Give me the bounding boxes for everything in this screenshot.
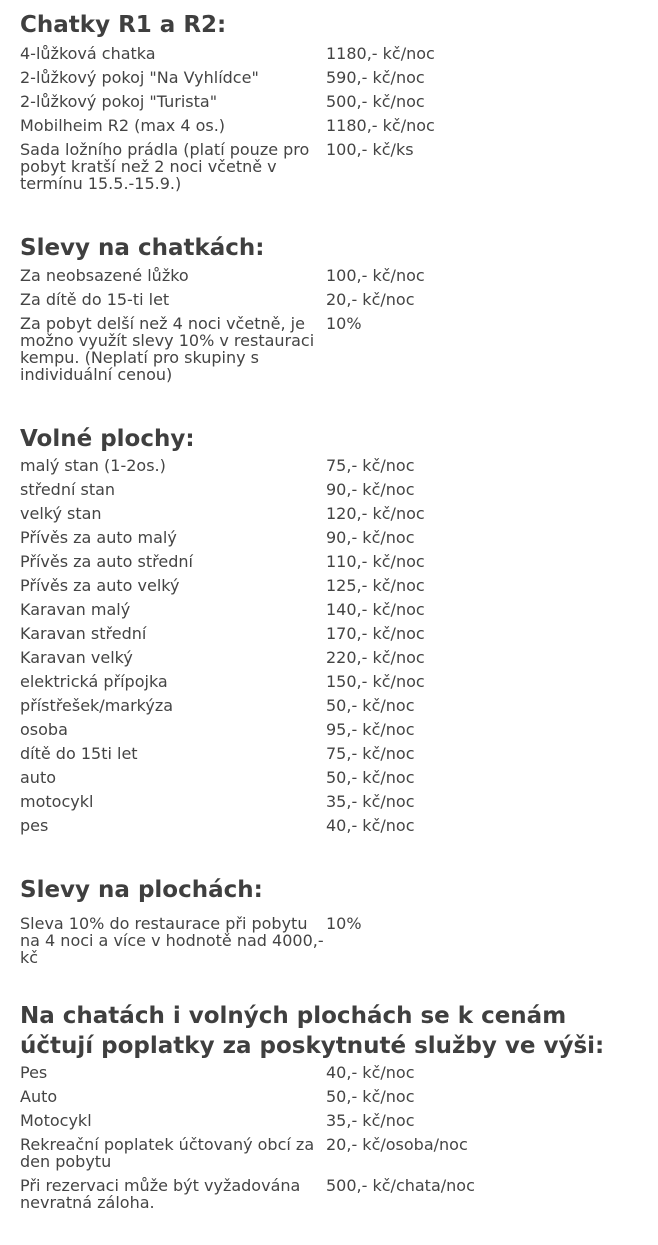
item-label: přístřešek/markýza	[20, 696, 174, 715]
price-table	[20, 264, 626, 387]
item-price: 150,- kč/noc	[326, 672, 425, 691]
item-price: 100,- kč/noc	[326, 266, 425, 285]
section-title: Slevy na chatkách:	[20, 235, 265, 261]
item-price: 50,- kč/noc	[326, 768, 415, 787]
item-label: Přívěs za auto střední	[20, 552, 193, 571]
section-cottages	[20, 10, 638, 196]
item-price: 50,- kč/noc	[326, 696, 415, 715]
table-row	[20, 288, 626, 312]
item-label: Při rezervaci může být vyžadována nevratná záloha.	[20, 1176, 301, 1212]
item-label: 2-lůžkový pokoj "Turista"	[20, 92, 218, 111]
item-price: 90,- kč/noc	[326, 528, 415, 547]
section-title: Volné plochy:	[20, 426, 195, 452]
price-table	[20, 912, 626, 970]
item-price: 95,- kč/noc	[326, 720, 415, 739]
table-row	[20, 1109, 626, 1133]
item-label: Karavan střední	[20, 624, 147, 643]
item-price: 120,- kč/noc	[326, 504, 425, 523]
item-label: Za dítě do 15-ti let	[20, 290, 170, 309]
item-label: auto	[20, 768, 57, 787]
price-table	[20, 42, 626, 196]
table-row	[20, 694, 626, 718]
item-price: 35,- kč/noc	[326, 792, 415, 811]
table-row	[20, 42, 626, 66]
item-price: 50,- kč/noc	[326, 1087, 415, 1106]
section-cottage-discounts	[20, 233, 638, 387]
table-row	[20, 454, 626, 478]
item-label: Auto	[20, 1087, 58, 1106]
item-label: Rekreační poplatek účtovaný obcí za den pobytu	[20, 1135, 315, 1171]
table-row	[20, 646, 626, 670]
table-row	[20, 912, 626, 970]
section-open-areas	[20, 424, 638, 838]
table-row	[20, 718, 626, 742]
item-price: 170,- kč/noc	[326, 624, 425, 643]
section-title: Chatky R1 a R2:	[20, 12, 227, 38]
table-row	[20, 114, 626, 138]
table-row	[20, 312, 626, 387]
item-price: 220,- kč/noc	[326, 648, 425, 667]
table-row	[20, 1061, 626, 1085]
item-label: 4-lůžková chatka	[20, 44, 156, 63]
item-price: 35,- kč/noc	[326, 1111, 415, 1130]
item-label: Karavan malý	[20, 600, 131, 619]
item-price: 500,- kč/noc	[326, 92, 425, 111]
item-label: Pes	[20, 1063, 48, 1082]
table-row	[20, 550, 626, 574]
price-list	[0, 10, 658, 1215]
table-row	[20, 1133, 626, 1174]
table-row	[20, 790, 626, 814]
table-row	[20, 622, 626, 646]
item-label: elektrická přípojka	[20, 672, 168, 691]
price-table	[20, 454, 626, 838]
item-price: 20,- kč/osoba/noc	[326, 1135, 468, 1154]
item-label: Přívěs za auto malý	[20, 528, 177, 547]
section-area-discounts	[20, 875, 638, 970]
item-label: dítě do 15ti let	[20, 744, 138, 763]
item-label: 2-lůžkový pokoj "Na Vyhlídce"	[20, 68, 259, 87]
item-label: motocykl	[20, 792, 94, 811]
item-price: 10%	[326, 914, 362, 933]
table-row	[20, 66, 626, 90]
item-price: 90,- kč/noc	[326, 480, 415, 499]
item-price: 125,- kč/noc	[326, 576, 425, 595]
item-label: Sleva 10% do restaurace při pobytu na 4 noci a více v hodnotě nad 4000,- kč	[20, 914, 324, 967]
table-row	[20, 574, 626, 598]
table-row	[20, 1174, 626, 1215]
price-table	[20, 1061, 626, 1215]
table-row	[20, 264, 626, 288]
table-row	[20, 742, 626, 766]
section-service-fees	[20, 1001, 638, 1215]
table-row	[20, 478, 626, 502]
item-label: Motocykl	[20, 1111, 92, 1130]
table-row	[20, 138, 626, 196]
item-label: pes	[20, 816, 49, 835]
item-label: Sada ložního prádla (platí pouze pro pobyt kratší než 2 noci včetně v termínu 15.5.-15.9.)	[20, 140, 310, 193]
item-price: 100,- kč/ks	[326, 140, 414, 159]
item-price: 500,- kč/chata/noc	[326, 1176, 475, 1195]
table-row	[20, 502, 626, 526]
table-row	[20, 766, 626, 790]
section-title: Slevy na plochách:	[20, 877, 263, 903]
item-price: 110,- kč/noc	[326, 552, 425, 571]
item-price: 140,- kč/noc	[326, 600, 425, 619]
item-price: 1180,- kč/noc	[326, 44, 435, 63]
item-label: Mobilheim R2 (max 4 os.)	[20, 116, 226, 135]
item-label: osoba	[20, 720, 68, 739]
item-label: malý stan (1-2os.)	[20, 456, 166, 475]
item-label: Za neobsazené lůžko	[20, 266, 189, 285]
table-row	[20, 526, 626, 550]
item-price: 10%	[326, 314, 362, 333]
item-label: velký stan	[20, 504, 102, 523]
item-price: 75,- kč/noc	[326, 456, 415, 475]
item-label: Přívěs za auto velký	[20, 576, 180, 595]
item-label: Za pobyt delší než 4 noci včetně, je možno využít slevy 10% v restauraci kempu. (Neplatí pro skupiny s individuální cenou)	[20, 314, 315, 384]
table-row	[20, 90, 626, 114]
item-price: 40,- kč/noc	[326, 816, 415, 835]
table-row	[20, 1085, 626, 1109]
table-row	[20, 814, 626, 838]
item-price: 20,- kč/noc	[326, 290, 415, 309]
item-label: střední stan	[20, 480, 116, 499]
section-title: Na chatách i volných plochách se k cenám účtují poplatky za poskytnuté služby ve výši:	[20, 1003, 605, 1059]
item-price: 40,- kč/noc	[326, 1063, 415, 1082]
item-price: 590,- kč/noc	[326, 68, 425, 87]
item-price: 75,- kč/noc	[326, 744, 415, 763]
table-row	[20, 598, 626, 622]
table-row	[20, 670, 626, 694]
item-price: 1180,- kč/noc	[326, 116, 435, 135]
item-label: Karavan velký	[20, 648, 133, 667]
